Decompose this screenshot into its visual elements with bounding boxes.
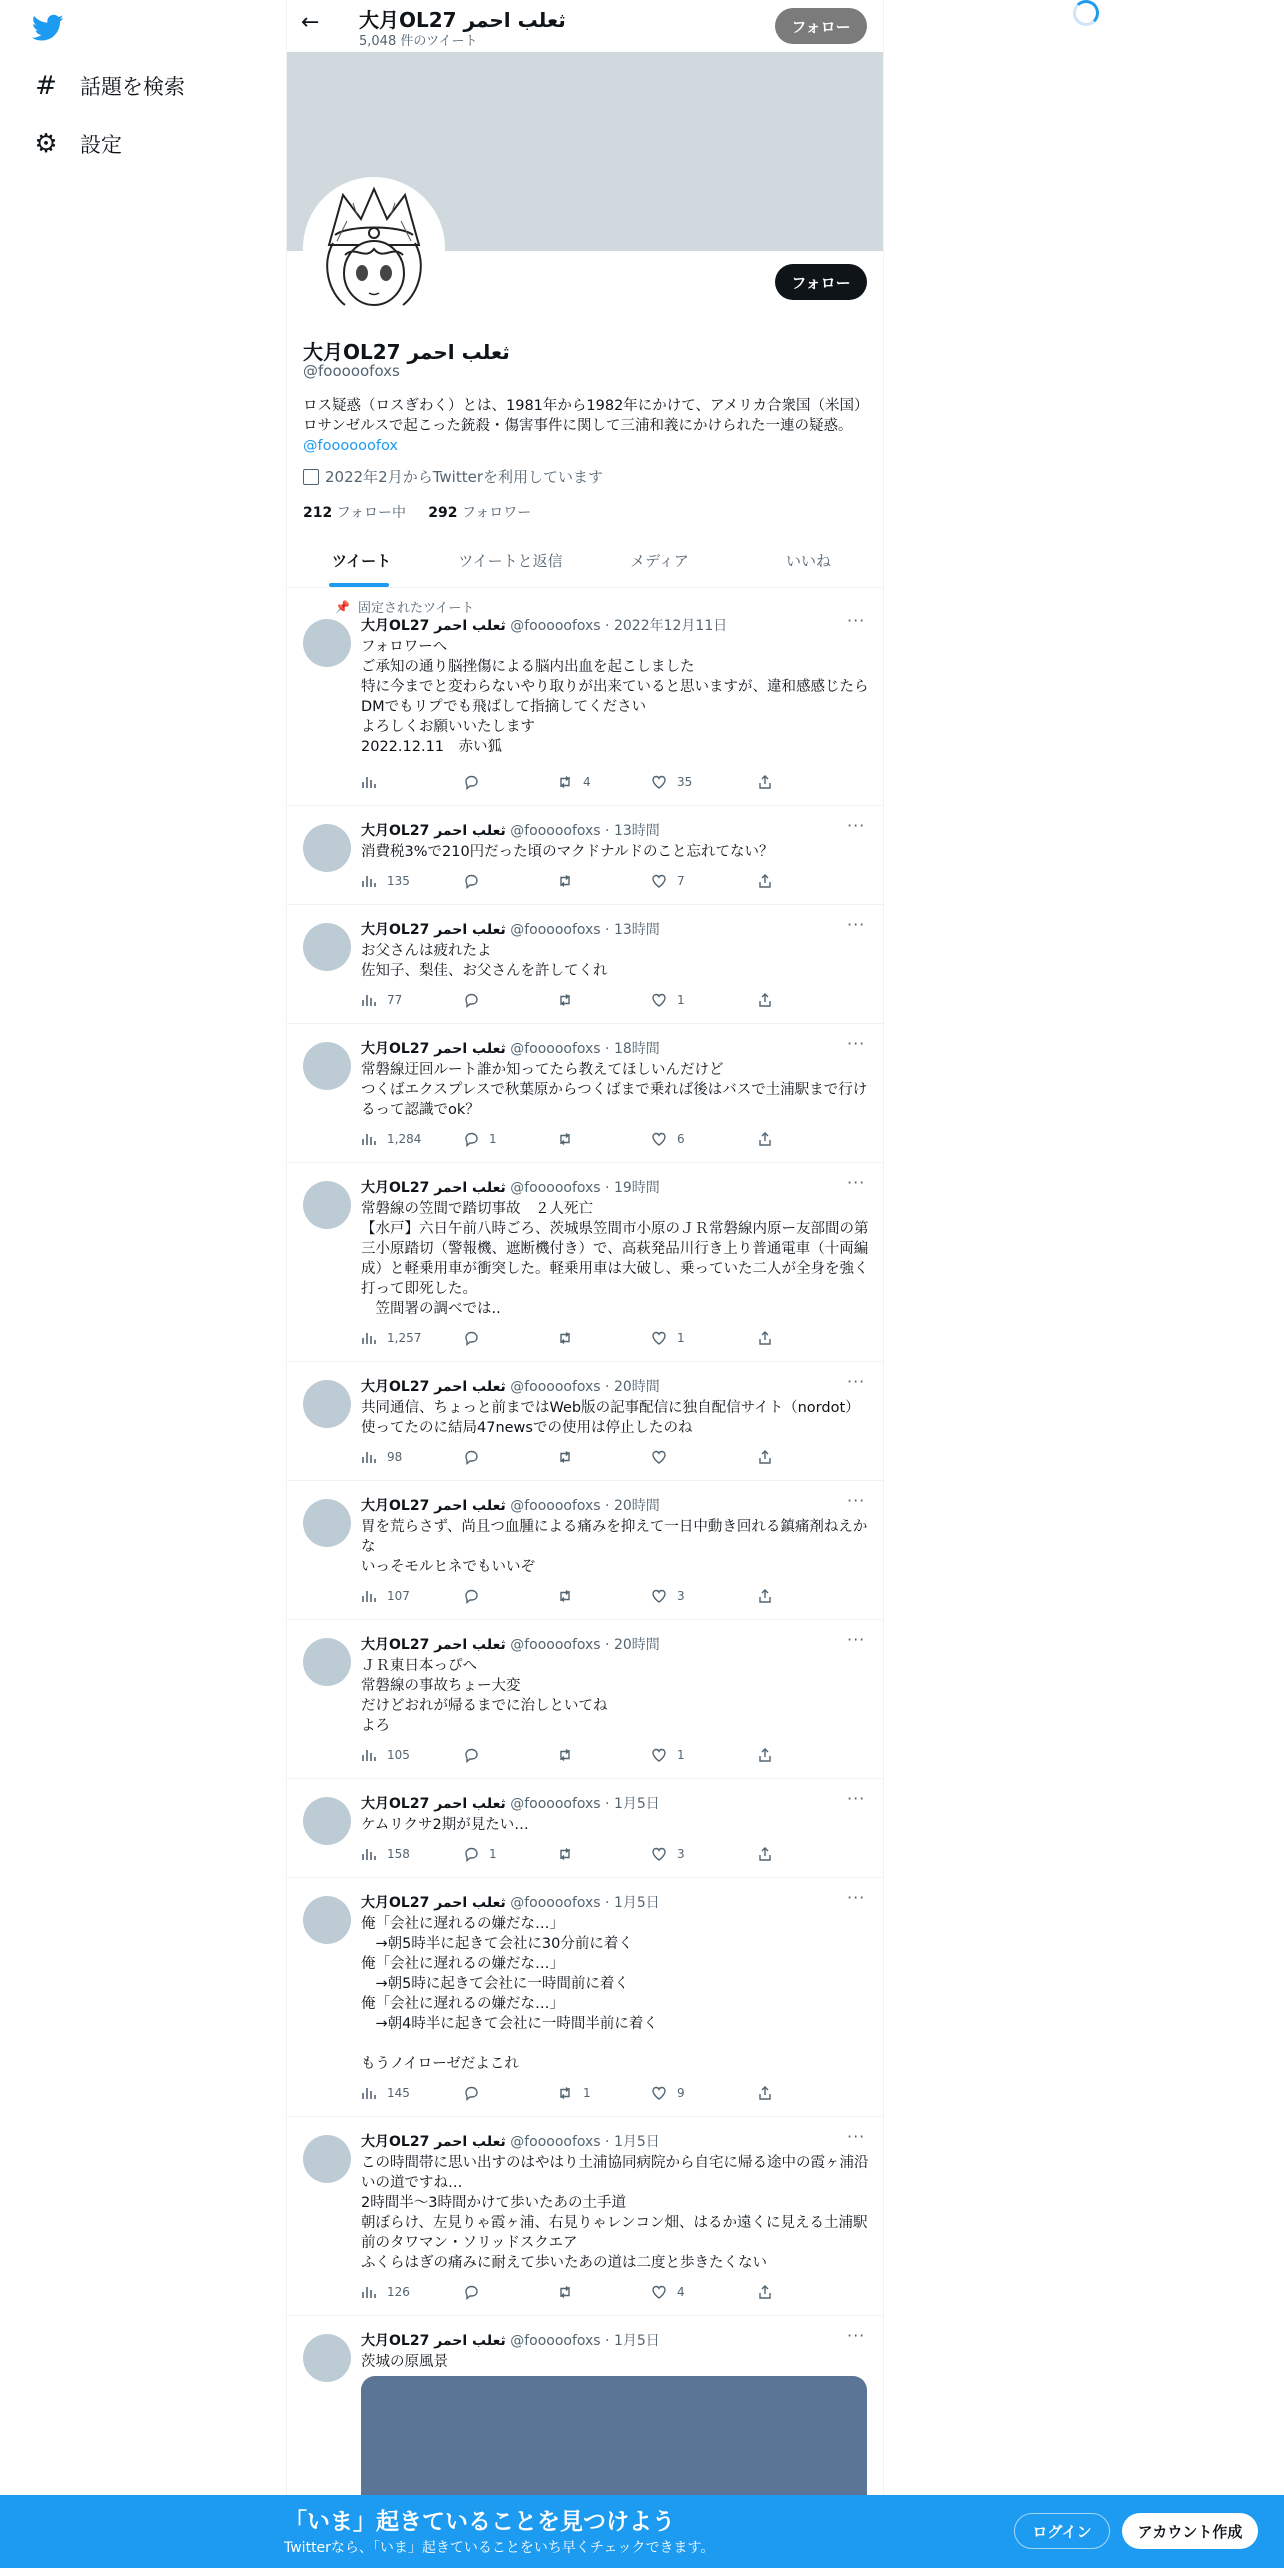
tweet-actions [361, 1846, 781, 1866]
like-count: 3 [677, 1589, 685, 1603]
retweet-button[interactable] [557, 1747, 583, 1763]
share-icon [757, 2085, 773, 2101]
tab-tweets[interactable]: ツイート [287, 534, 436, 587]
following-label: フォロー中 [336, 505, 406, 521]
gear-icon: ⚙ [34, 129, 58, 159]
retweet-button[interactable] [557, 2284, 583, 2300]
like-button[interactable] [651, 1747, 685, 1763]
views-icon [361, 774, 377, 790]
tweet-avatar[interactable] [303, 2135, 351, 2183]
tweet-text: 常磐線の笠間で踏切事故 ２人死亡 【水戸】六日午前八時ごろ、茨城県笠間市小原のＪＲ常磐線内原ー友部間の第三小原踏切（警報機、遮断機付き）で、高萩発品川行き上り普通電車（十両編成）と軽乗用車が衝突した。軽乗用車は大破し、乗っていた二人が全身を強く打って即死した。 笠間署の調べでは.. [361, 1201, 869, 1317]
signup-button[interactable]: アカウント作成 [1122, 2513, 1258, 2549]
twitter-bird-icon[interactable] [32, 14, 64, 42]
reply-icon [463, 1449, 479, 1465]
tweet-header: 大月OL27 ثعلب احمر @fooooofoxs · 1月5日 [361, 1895, 660, 1911]
tweet[interactable] [287, 1620, 883, 1779]
like-count: 1 [677, 993, 685, 1007]
tweet-text: 茨城の原風景 [361, 2354, 448, 2370]
share-button[interactable] [757, 2085, 783, 2101]
tweet[interactable] [287, 589, 883, 806]
reply-button[interactable] [463, 1846, 497, 1862]
more-options-icon[interactable]: ··· [847, 1034, 866, 1053]
reply-button[interactable] [463, 2284, 489, 2300]
reply-button[interactable] [463, 2085, 489, 2101]
reply-count: 1 [489, 1847, 497, 1861]
tweet-author-name[interactable]: 大月OL27 ثعلب احمر [361, 2333, 506, 2349]
views-icon [361, 873, 377, 889]
tab-tweets-and-replies[interactable]: ツイートと返信 [458, 552, 563, 570]
retweet-count: 1 [583, 2086, 591, 2100]
tweet-avatar[interactable] [303, 1896, 351, 1944]
tweet-header: 大月OL27 ثعلب احمر @fooooofoxs · 13時間 [361, 922, 660, 938]
reply-icon [463, 1747, 479, 1763]
tweet-author-name[interactable]: 大月OL27 ثعلب احمر [361, 1637, 506, 1653]
retweet-button[interactable] [557, 1588, 583, 1604]
views-button[interactable] [361, 1588, 410, 1604]
like-button[interactable] [651, 1846, 685, 1862]
views-button[interactable] [361, 2085, 410, 2101]
tweet-actions [361, 2085, 781, 2105]
tweet-text: 消費税3%で210円だった頃のマクドナルドのこと忘れてない？ [361, 844, 774, 860]
retweet-button[interactable] [557, 774, 591, 790]
reply-button[interactable] [463, 992, 489, 1008]
followers-label: フォロワー [461, 505, 532, 521]
pinned-label [335, 597, 474, 616]
views-icon [361, 992, 377, 1008]
avatar-illustration [307, 181, 441, 315]
tweet-author-handle[interactable]: @fooooofoxs [510, 1498, 601, 1514]
more-options-icon[interactable]: ··· [847, 2127, 866, 2146]
share-button[interactable] [757, 1588, 783, 1604]
views-button[interactable] [361, 873, 410, 889]
views-icon [361, 1747, 377, 1763]
like-button[interactable] [651, 2085, 685, 2101]
tweet-text: 胃を荒らさず、尚且つ血腫による痛みを抑えて一日中動き回れる鎮痛剤ねえかな いっそモルヒネでもいいぞ [361, 1519, 868, 1575]
retweet-icon [557, 992, 573, 1008]
share-icon [757, 992, 773, 1008]
tweet-header: 大月OL27 ثعلب احمر @fooooofoxs · 1月5日 [361, 2134, 660, 2150]
tweet-avatar[interactable] [303, 1499, 351, 1547]
reply-icon [463, 873, 479, 889]
signup-banner-subtitle: Twitterなら、「いま」起きていることをいち早くチェックできます。 [284, 2540, 715, 2556]
views-icon [361, 1131, 377, 1147]
views-count: 158 [387, 1847, 410, 1861]
tweet-header: 大月OL27 ثعلب احمر @fooooofoxs · 13時間 [361, 823, 660, 839]
tweet-author-handle[interactable]: @fooooofoxs [510, 922, 601, 938]
like-count: 4 [677, 2285, 685, 2299]
tweet-time[interactable]: 1月5日 [613, 1796, 660, 1812]
share-button[interactable] [757, 1846, 783, 1862]
views-icon [361, 2085, 377, 2101]
sidebar-item-label: 話題を検索 [80, 75, 185, 99]
like-button[interactable] [651, 774, 692, 790]
more-options-icon[interactable]: ··· [847, 2326, 866, 2345]
tweet-header: 大月OL27 ثعلب احمر @fooooofoxs · 20時間 [361, 1379, 660, 1395]
views-count: 77 [387, 993, 403, 1007]
profile-stats [303, 502, 531, 522]
tweet-author-handle[interactable]: @fooooofoxs [510, 823, 601, 839]
tweet-text: ＪＲ東日本っぴへ 常磐線の事故ちょー大変 だけどおれが帰るまでに治しといてね よろ [361, 1658, 608, 1734]
views-count: 126 [387, 2285, 410, 2299]
tweet-time[interactable]: 1月5日 [613, 2134, 660, 2150]
tweet-actions [361, 1131, 781, 1151]
tweet-text: 共同通信、ちょっと前まではWeb版の記事配信に独自配信サイト（nordot）使ってたのに結局47newsでの使用は停止したのね [361, 1400, 860, 1436]
tweet-header: 大月OL27 ثعلب احمر @fooooofoxs · 20時間 [361, 1637, 660, 1653]
pinned-label-text: 固定されたツイート [357, 601, 475, 616]
views-button[interactable] [361, 1449, 402, 1465]
reply-icon [463, 1330, 479, 1346]
sidebar-item-settings[interactable] [30, 128, 122, 160]
tweet[interactable] [287, 1481, 883, 1620]
retweet-button[interactable] [557, 2085, 591, 2101]
tweet-author-handle[interactable]: @fooooofoxs [510, 1379, 601, 1395]
views-icon [361, 1330, 377, 1346]
retweet-icon [557, 1846, 573, 1862]
like-button[interactable] [651, 1588, 685, 1604]
like-button[interactable] [651, 1330, 685, 1346]
tweet-actions [361, 992, 781, 1012]
share-icon [757, 1131, 773, 1147]
retweet-button[interactable] [557, 1449, 583, 1465]
tweet-author-name[interactable]: 大月OL27 ثعلب احمر [361, 1796, 506, 1812]
like-button[interactable] [651, 2284, 685, 2300]
views-button[interactable] [361, 1747, 410, 1763]
more-options-icon[interactable]: ··· [847, 915, 866, 934]
tweet-actions [361, 2284, 781, 2304]
following-count: 212 [303, 505, 333, 521]
signup-banner [0, 2495, 1284, 2568]
tweet-text: 俺「会社に遅れるの嫌だな…」 →朝5時半に起きて会社に30分前に着く 俺「会社に遅れるの嫌だな…」 →朝5時に起きて会社に一時間前に着く 俺「会社に遅れるの嫌だな…」 →朝4時半に起きて会社に一時間半前に着く もうノイローゼだよこれ [361, 1916, 658, 2072]
tweet-actions [361, 1330, 781, 1350]
sidebar [0, 0, 286, 2568]
retweet-icon [557, 1330, 573, 1346]
tweet[interactable] [287, 2117, 883, 2316]
reply-button[interactable] [463, 1588, 489, 1604]
tweet-author-name[interactable]: 大月OL27 ثعلب احمر [361, 1895, 506, 1911]
header-follow-button[interactable]: フォロー [775, 8, 867, 44]
share-button[interactable] [757, 873, 783, 889]
tweet-author-name[interactable]: 大月OL27 ثعلب احمر [361, 1379, 506, 1395]
reply-count: 1 [489, 1132, 497, 1146]
profile-header-bar [287, 0, 883, 52]
profile-join-date [303, 466, 603, 487]
tweet-avatar[interactable] [303, 1797, 351, 1845]
reply-icon [463, 2284, 479, 2300]
tweet-actions [361, 1449, 781, 1469]
retweet-icon [557, 1131, 573, 1147]
tweet-time[interactable]: 2022年12月11日 [613, 618, 728, 634]
share-icon [757, 1747, 773, 1763]
share-icon [757, 1449, 773, 1465]
tweet-time[interactable]: 20時間 [613, 1498, 660, 1514]
heart-icon [651, 873, 667, 889]
retweet-button[interactable] [557, 1846, 583, 1862]
heart-icon [651, 1449, 667, 1465]
retweet-icon [557, 2085, 573, 2101]
tweet-avatar[interactable] [303, 619, 351, 667]
hashtag-icon: # [35, 71, 57, 101]
tweet-header: 大月OL27 ثعلب احمر @fooooofoxs · 18時間 [361, 1041, 660, 1057]
pin-icon: 📌 [335, 599, 350, 614]
tweet-avatar[interactable] [303, 1380, 351, 1428]
tweet-actions [361, 1588, 781, 1608]
profile-bio-text: ロス疑惑（ロスぎわく）とは、1981年から1982年にかけて、アメリカ合衆国（米国）ロサンゼルスで起こった銃殺・傷害事件に関して三浦和義にかけられた一連の疑惑。 [303, 398, 862, 434]
profile-name: 大月OL27 ثعلب احمر [303, 340, 510, 364]
back-arrow-icon[interactable]: ← [301, 10, 320, 35]
views-count: 145 [387, 2086, 410, 2100]
tweet-time[interactable]: 13時間 [613, 922, 660, 938]
tweet-text: 常磐線迂回ルート誰か知ってたら教えてほしいんだけど つくばエクスプレスで秋葉原からつくばまで乗れば後はバスで土浦駅まで行けるって認識でok？ [361, 1062, 868, 1118]
loading-spinner-icon [1073, 0, 1099, 26]
tweet-author-name[interactable]: 大月OL27 ثعلب احمر [361, 618, 506, 634]
followers-link[interactable] [428, 505, 531, 521]
tweet[interactable] [287, 1024, 883, 1163]
profile-tabs [287, 534, 883, 588]
retweet-icon [557, 1747, 573, 1763]
heart-icon [651, 2284, 667, 2300]
sidebar-item-explore[interactable] [30, 70, 185, 102]
more-options-icon[interactable]: ··· [847, 1491, 866, 1510]
tweet-author-handle[interactable]: @fooooofoxs [510, 1041, 601, 1057]
more-options-icon[interactable]: ··· [847, 1372, 866, 1391]
tweet-author-handle[interactable]: @fooooofoxs [510, 1637, 601, 1653]
share-button[interactable] [757, 2284, 783, 2300]
heart-icon [651, 1588, 667, 1604]
like-button[interactable] [651, 873, 685, 889]
share-icon [757, 1330, 773, 1346]
profile-bio-link[interactable]: @foooooofox [303, 438, 398, 454]
views-count: 1,257 [387, 1331, 422, 1345]
share-button[interactable] [757, 1747, 783, 1763]
tweet-header: 大月OL27 ثعلب احمر @fooooofoxs · 1月5日 [361, 2333, 660, 2349]
tweet-author-handle[interactable]: @fooooofoxs [510, 618, 601, 634]
retweet-icon [557, 1588, 573, 1604]
like-button[interactable] [651, 992, 685, 1008]
tweet-avatar[interactable] [303, 1638, 351, 1686]
tweet-avatar[interactable] [303, 824, 351, 872]
profile-timeline [286, 0, 884, 2568]
views-count: 98 [387, 1450, 403, 1464]
tweet-author-name[interactable]: 大月OL27 ثعلب احمر [361, 2134, 506, 2150]
tweet-text: フォロワーへ ご承知の通り脳挫傷による脳内出血を起こしました 特に今までと変わらないやり取りが出来ていると思いますが、違和感感じたらDMでもリプでも飛ばして指摘してください よろしくお願いいたします 2022.12.11 赤い狐 [361, 639, 869, 755]
heart-icon [651, 992, 667, 1008]
tweet-actions [361, 873, 781, 893]
reply-button[interactable] [463, 1747, 489, 1763]
like-count: 35 [677, 775, 693, 789]
tweet-text: この時間帯に思い出すのはやはり土浦協同病院から自宅に帰る途中の霞ヶ浦沿いの道ですね… 2時間半～3時間かけて歩いたあの土手道 朝ぼらけ、左見りゃ霞ヶ浦、右見りゃレンコン畑、はるか遠くに見える土浦駅前のタワマン・ソリッドスクエア ふくらはぎの痛みに耐えて歩いたあの道は二度と歩きたくない [361, 2155, 869, 2271]
header-tweet-count: 5,048 件のツイート [359, 34, 478, 49]
views-button[interactable] [361, 2284, 410, 2300]
share-icon [757, 1588, 773, 1604]
views-button[interactable] [361, 992, 402, 1008]
views-button[interactable] [361, 1846, 410, 1862]
like-button[interactable] [651, 1131, 685, 1147]
views-button[interactable] [361, 1330, 421, 1346]
tweet-actions [361, 1747, 781, 1767]
share-icon [757, 873, 773, 889]
tweet-author-handle[interactable]: @fooooofoxs [510, 1895, 601, 1911]
tweet[interactable] [287, 905, 883, 1024]
reply-button[interactable] [463, 1131, 497, 1147]
signup-banner-title: 「いま」起きていることを見つけよう [284, 2509, 675, 2535]
heart-icon [651, 2085, 667, 2101]
tweet-author-name[interactable]: 大月OL27 ثعلب احمر [361, 1180, 506, 1196]
share-button[interactable] [757, 992, 783, 1008]
views-count: 105 [387, 1748, 410, 1762]
retweet-button[interactable] [557, 1330, 583, 1346]
profile-bio [303, 396, 867, 456]
reply-icon [463, 1846, 479, 1862]
tweet-avatar[interactable] [303, 923, 351, 971]
tweet[interactable] [287, 1362, 883, 1481]
profile-avatar[interactable] [303, 177, 445, 319]
heart-icon [651, 1330, 667, 1346]
tweet-time[interactable]: 1月5日 [613, 1895, 660, 1911]
like-button[interactable] [651, 1449, 677, 1465]
profile-handle: @fooooofoxs [303, 362, 400, 380]
tweet-author-handle[interactable]: @fooooofoxs [510, 1180, 601, 1196]
tweet-time[interactable]: 19時間 [613, 1180, 660, 1196]
views-count: 107 [387, 1589, 410, 1603]
tweet-time[interactable]: 1月5日 [613, 2333, 660, 2349]
like-count: 1 [677, 1331, 685, 1345]
share-icon [757, 774, 773, 790]
retweet-icon [557, 873, 573, 889]
tweet-text: ケムリクサ2期が見たい… [361, 1817, 529, 1833]
views-icon [361, 1588, 377, 1604]
tweet-actions [361, 774, 781, 794]
tweet-author-name[interactable]: 大月OL27 ثعلب احمر [361, 1041, 506, 1057]
tweet-time[interactable]: 20時間 [613, 1379, 660, 1395]
views-icon [361, 2284, 377, 2300]
share-button[interactable] [757, 1330, 783, 1346]
tweet-author-handle[interactable]: @fooooofoxs [510, 2333, 601, 2349]
like-count: 7 [677, 874, 685, 888]
reply-button[interactable] [463, 1449, 489, 1465]
login-button[interactable]: ログイン [1014, 2513, 1110, 2549]
reply-button[interactable] [463, 1330, 489, 1346]
tweet-header: 大月OL27 ثعلب احمر @fooooofoxs · 20時間 [361, 1498, 660, 1514]
calendar-icon [303, 469, 319, 485]
tweet[interactable] [287, 1779, 883, 1878]
like-count: 1 [677, 1748, 685, 1762]
reply-icon [463, 2085, 479, 2101]
share-button[interactable] [757, 1131, 783, 1147]
views-count: 135 [387, 874, 410, 888]
more-options-icon[interactable]: ··· [847, 1173, 866, 1192]
tweet-author-name[interactable]: 大月OL27 ثعلب احمر [361, 823, 506, 839]
header-title: 大月OL27 ثعلب احمر [359, 8, 566, 32]
tweet-time[interactable]: 20時間 [613, 1637, 660, 1653]
like-count: 9 [677, 2086, 685, 2100]
views-icon [361, 1449, 377, 1465]
views-button[interactable] [361, 1131, 421, 1147]
more-options-icon[interactable]: ··· [847, 1789, 866, 1808]
tweet-author-name[interactable]: 大月OL27 ثعلب احمر [361, 922, 506, 938]
share-button[interactable] [757, 1449, 783, 1465]
profile-join-text: 2022年2月からTwitterを利用しています [325, 468, 603, 486]
retweet-button[interactable] [557, 1131, 583, 1147]
share-icon [757, 2284, 773, 2300]
share-button[interactable] [757, 774, 783, 790]
tweet-author-name[interactable]: 大月OL27 ثعلب احمر [361, 1498, 506, 1514]
reply-icon [463, 774, 479, 790]
tab-media[interactable]: メディア [630, 552, 689, 570]
like-count: 3 [677, 1847, 685, 1861]
like-count: 6 [677, 1132, 685, 1146]
tweet-text: お父さんは疲れたよ 佐知子、梨佳、お父さんを許してくれ [361, 943, 608, 979]
tab-likes[interactable]: いいね [785, 552, 831, 570]
tweet-avatar[interactable] [303, 2334, 351, 2382]
tweet[interactable] [287, 1163, 883, 1362]
tweet[interactable] [287, 1878, 883, 2117]
views-button[interactable] [361, 774, 387, 790]
following-link[interactable] [303, 505, 406, 521]
retweet-count: 4 [583, 775, 591, 789]
retweet-button[interactable] [557, 873, 583, 889]
sidebar-item-label: 設定 [80, 133, 122, 157]
heart-icon [651, 774, 667, 790]
tweet-header: 大月OL27 ثعلب احمر @fooooofoxs · 1月5日 [361, 1796, 660, 1812]
more-options-icon[interactable]: ··· [847, 611, 866, 630]
profile-follow-button[interactable]: フォロー [775, 264, 867, 300]
reply-icon [463, 992, 479, 1008]
tweet-author-handle[interactable]: @fooooofoxs [510, 2134, 601, 2150]
heart-icon [651, 1131, 667, 1147]
views-icon [361, 1846, 377, 1862]
followers-count: 292 [428, 505, 458, 521]
share-icon [757, 1846, 773, 1862]
tweet-header: 大月OL27 ثعلب احمر @fooooofoxs · 2022年12月11日 [361, 618, 728, 634]
reply-icon [463, 1588, 479, 1604]
retweet-button[interactable] [557, 992, 583, 1008]
heart-icon [651, 1846, 667, 1862]
retweet-icon [557, 1449, 573, 1465]
reply-icon [463, 1131, 479, 1147]
tweet-time[interactable]: 13時間 [613, 823, 660, 839]
heart-icon [651, 1747, 667, 1763]
reply-button[interactable] [463, 774, 489, 790]
views-count: 1,284 [387, 1132, 422, 1146]
tweet-avatar[interactable] [303, 1181, 351, 1229]
tweet-author-handle[interactable]: @fooooofoxs [510, 1796, 601, 1812]
tweet-time[interactable]: 18時間 [613, 1041, 660, 1057]
tweet-header: 大月OL27 ثعلب احمر @fooooofoxs · 19時間 [361, 1180, 660, 1196]
tweet-avatar[interactable] [303, 1042, 351, 1090]
retweet-icon [557, 774, 573, 790]
more-options-icon[interactable]: ··· [847, 816, 866, 835]
retweet-icon [557, 2284, 573, 2300]
reply-button[interactable] [463, 873, 489, 889]
tweet[interactable] [287, 806, 883, 905]
more-options-icon[interactable]: ··· [847, 1888, 866, 1907]
more-options-icon[interactable]: ··· [847, 1630, 866, 1649]
